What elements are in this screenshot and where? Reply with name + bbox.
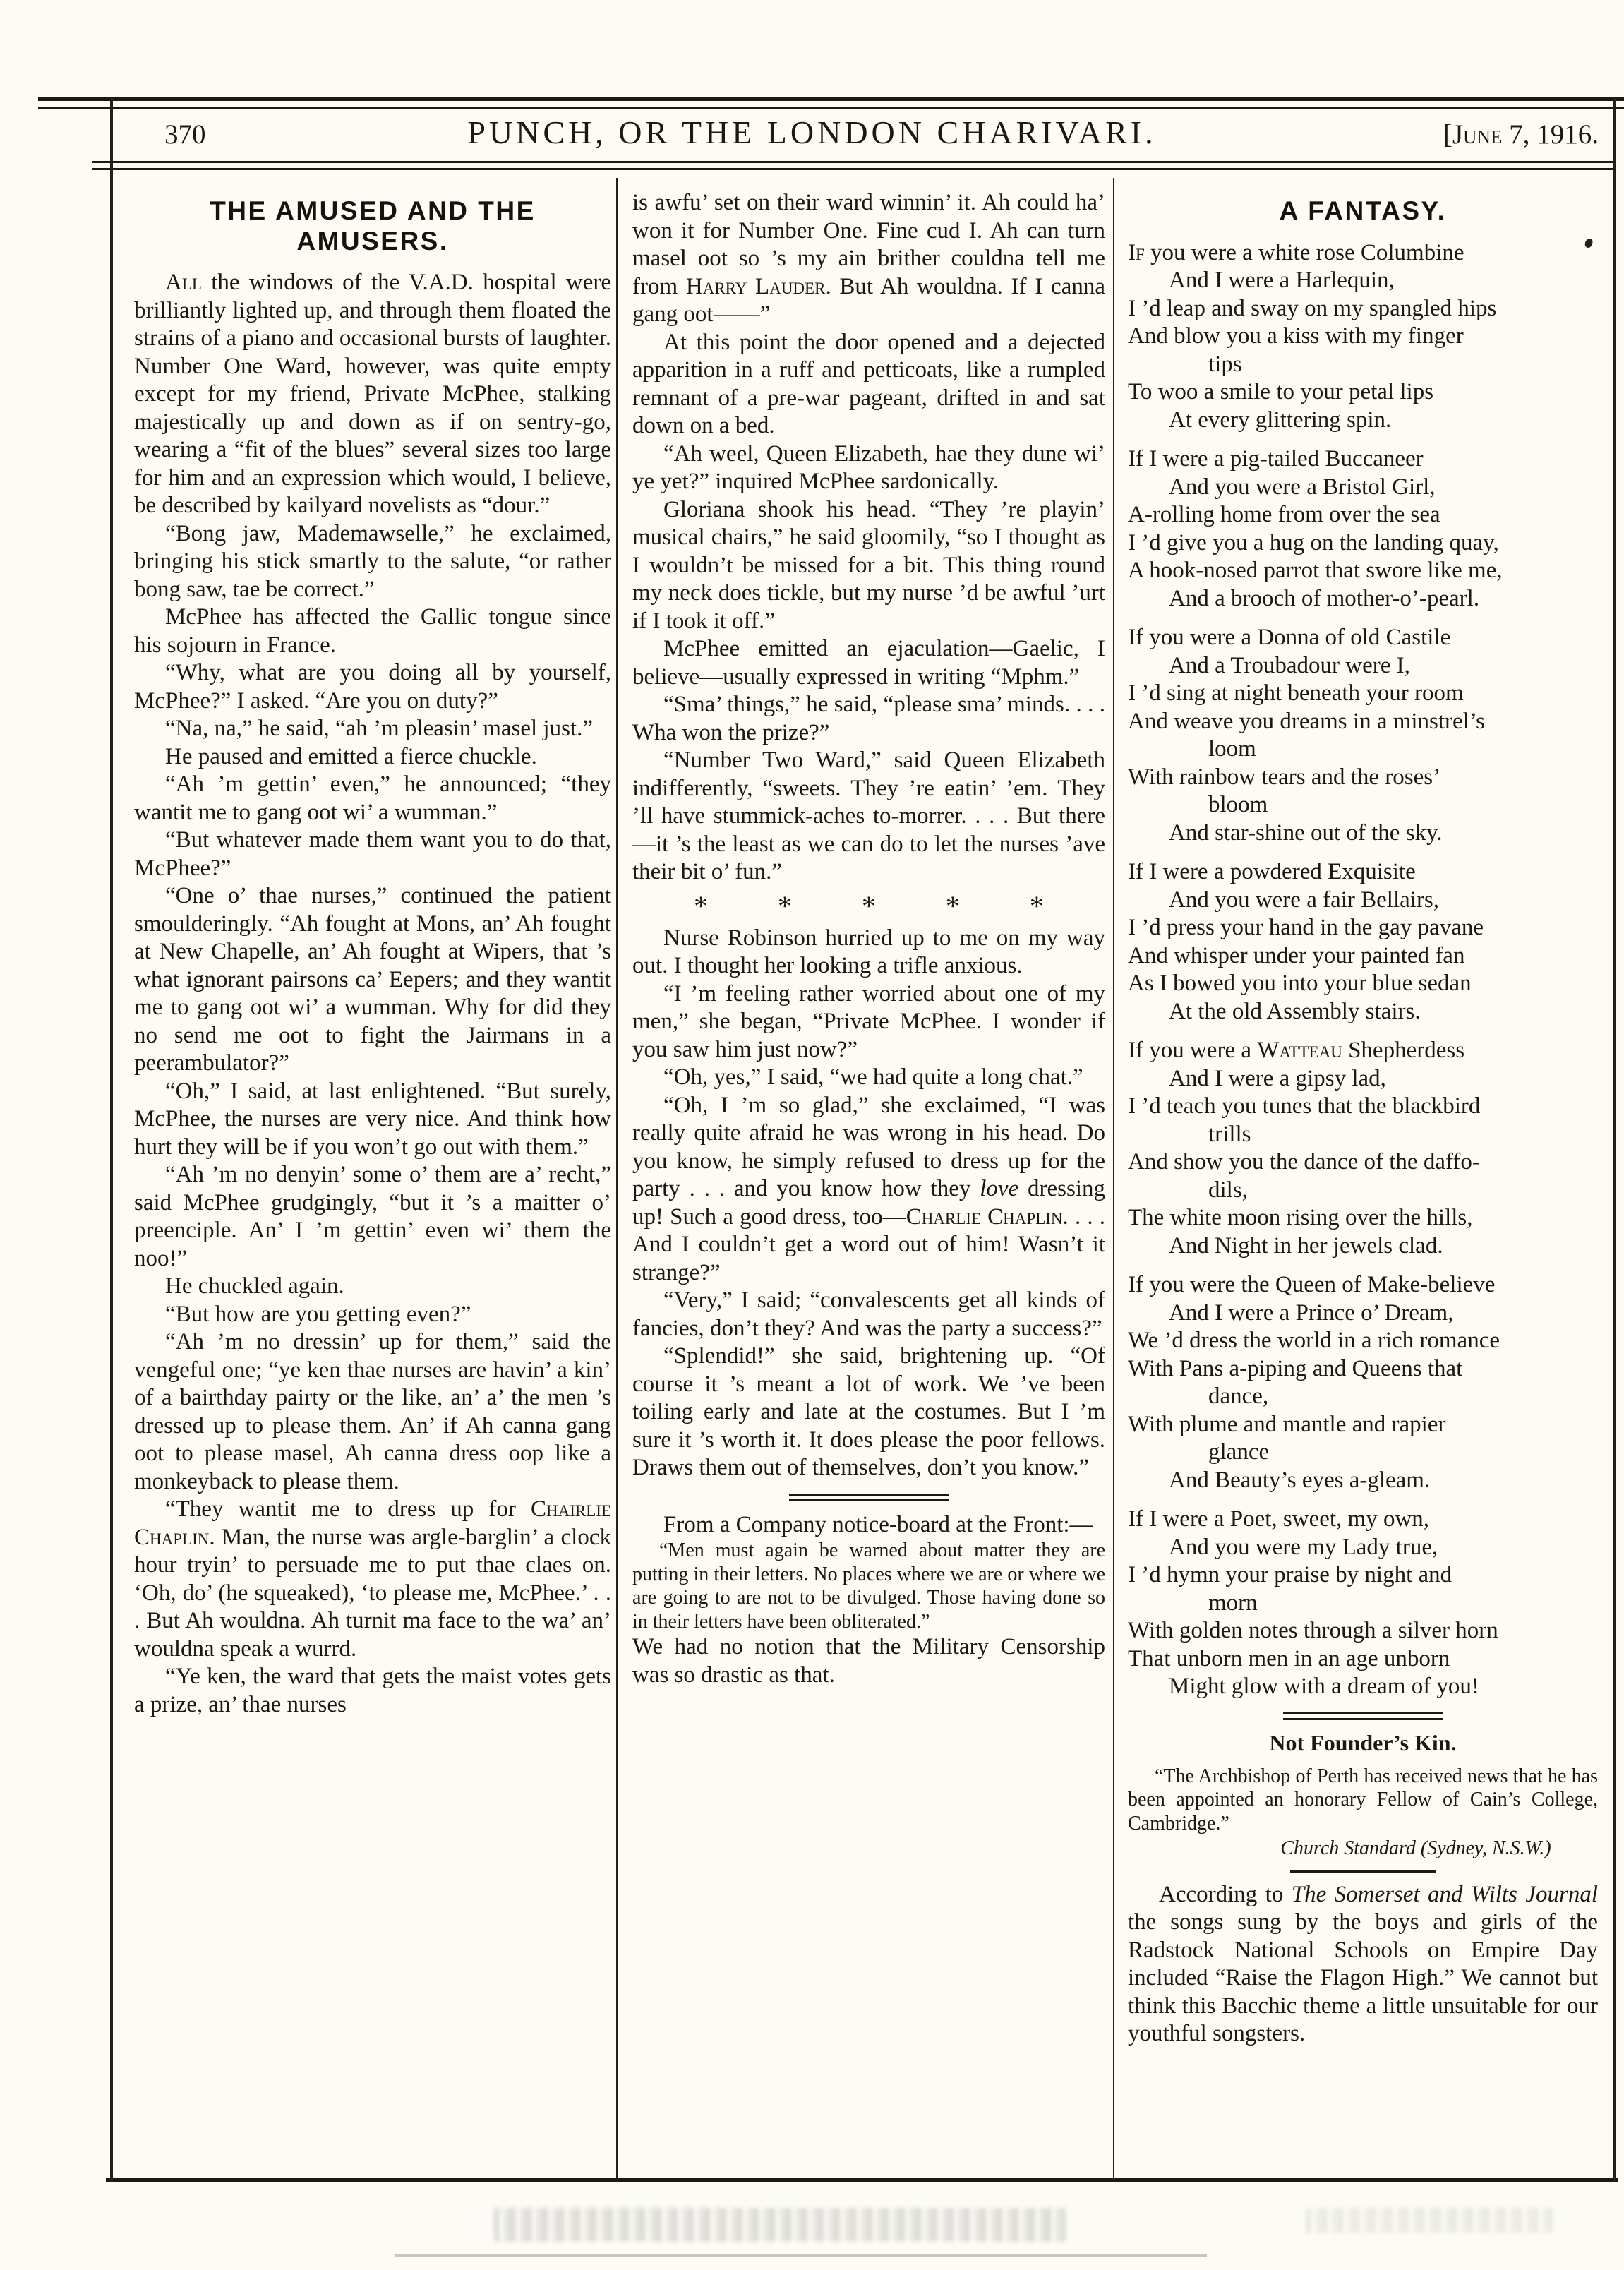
text-segment: And star-shine out of the sky. [1169,819,1443,846]
paragraph [632,1287,1105,1343]
text-segment: I ’d teach you tunes that the blackbird [1128,1093,1481,1119]
text-segment: THE AMUSED AND THE AMUSERS. [210,196,536,256]
text-segment: “Number Two Ward,” said Queen Elizabeth indifferently, “sweets. They ’re eatin’ ’em. They ’ll have stummick-aches to-morrer. . . . But there—it ’s the least as we can do to let the nurses ’ave their bit o’ fun.” [632,747,1105,884]
paragraph [134,715,611,743]
text-segment: And whisper under your painted fan [1128,942,1465,968]
poem-stanza [1128,858,1598,1026]
bottom-border-rule [106,2178,1618,2182]
text-segment: With plume and mantle and rapier [1128,1411,1446,1437]
paragraph [632,1064,1105,1092]
poem-line [1128,1590,1598,1618]
paragraph [632,329,1105,440]
poem-line [1128,1232,1598,1261]
poem-line [1128,445,1598,474]
poem-line [1128,295,1598,323]
attribution [1128,1837,1598,1861]
paragraph [134,771,611,827]
text-segment: you were a white rose Columbine [1144,239,1464,265]
text-segment: the windows of the V.A.D. hospital were brilliantly lighted up, and through them floated the strains of a piano and occasional bursts of laughter. Number One Ward, however, was quite empty except for my friend, Private McPhee, stalking majestically up and down as if on sentry-go, wearing a “fit of the blues” several sizes too large for him and an expression which would, I believe, be described by kailyard novelists as “dour.” [134,270,611,519]
poem-line [1128,1148,1598,1177]
text-segment: He chuckled again. [165,1273,344,1299]
paragraph [134,1078,611,1162]
text-segment: With rainbow tears and the roses’ [1128,764,1441,790]
text-segment: If you were a Donna of old Castile [1128,625,1451,651]
text-segment: “Ah weel, Queen Elizabeth, hae they dune wi’ ye yet?” inquired McPhee sardonically. [632,440,1105,494]
paragraph [134,1301,611,1329]
bleed-through-smudge [494,2208,1066,2242]
paragraph [134,1663,611,1719]
text-segment: If you were the Queen of Make-believe [1128,1272,1496,1298]
poem-line [1128,585,1598,613]
poem-line [1128,407,1598,435]
poem-line [1128,819,1598,848]
text-segment: “They wantit me to dress up for [165,1496,531,1523]
text-segment: And I were a Harlequin, [1169,268,1395,294]
poem-line [1128,1467,1598,1495]
text-segment: If [1128,239,1145,265]
text-segment: The white moon rising over the hills, [1128,1205,1473,1231]
column-2 [632,189,1105,2174]
text-segment: tips [1208,351,1242,377]
small-paragraph [1128,1765,1598,1836]
poem-line [1128,887,1598,915]
text-segment: McPhee has affected the Gallic tongue since his sojourn in France. [134,604,611,658]
text-segment: “Sma’ things,” he said, “please sma’ minds. . . . Wha won the prize?” [632,692,1105,745]
poem-line [1128,942,1598,971]
section-heading [1128,1730,1598,1756]
poem-line [1128,1037,1598,1065]
header-rule-upper [92,161,1616,163]
small-paragraph [632,1539,1105,1633]
issue-date: [June 7, 1916. [1443,119,1599,150]
poem-stanza [1128,1271,1598,1494]
paragraph [632,925,1105,980]
poem-line [1128,1411,1598,1439]
text-segment: At every glittering spin. [1169,407,1392,433]
text-segment: “One o’ thae nurses,” continued the patient smoulderingly. “Ah fought at Mons, an’ Ah fought at New Chapelle, an’ Ah fought at Wipers, that ’s what ignorant pairsons ca’ Eepers; and they wantit me to gang oot wi’ a wumman. Why for did they no send me oot to fight the Jairmans in a peerambulator?” [134,883,611,1076]
paragraph [134,827,611,882]
text-segment: “Very,” I said; “convalescents get all kinds of fancies, don’t they? And was the party a success?” [632,1287,1105,1341]
text-segment: The Somerset and Wilts Journal [1291,1881,1598,1907]
paragraph [632,189,1105,329]
text-segment: . . . . And I couldn’t get a word out of him! Wasn’t it strange?” [632,1203,1105,1285]
bleed-through-smudge [1306,2208,1553,2233]
text-segment: “Oh,” I said, at last enlightened. “But surely, McPhee, the nurses are very nice. And think how hurt they will be if you won’t go out with them.” [134,1078,611,1160]
text-segment: I ’d hymn your praise by night and [1128,1562,1452,1588]
asterisk: * [861,889,876,922]
column-rule-1 [616,178,618,2178]
article-title [134,196,611,256]
paragraph [632,635,1105,691]
text-segment: “The Archbishop of Perth has received news that he has been appointed an honorary Fellow of Cain’s College, Cambridge.” [1128,1765,1598,1834]
poem-line [1128,1645,1598,1674]
text-segment: “But whatever made them want you to do that, McPhee?” [134,827,611,881]
paragraph [632,747,1105,887]
text-segment: And Beauty’s eyes a-gleam. [1169,1467,1431,1493]
text-segment: is awfu’ set on their ward winnin’ it. Ah could ha’ won it for Number One. Fine cud I. Ah can turn masel oot so ’s my ain brither couldna tell me from [632,190,1105,299]
poem-line [1128,378,1598,407]
text-segment: And I were a gipsy lad, [1169,1065,1386,1091]
text-segment: I ’d leap and sway on my spangled hips [1128,295,1497,321]
text-segment: Harry Lauder [685,273,826,299]
text-segment: I ’d press your hand in the gay pavane [1128,915,1484,941]
paragraph [632,691,1105,747]
text-segment: “Ah ’m no denyin’ some o’ them are a’ recht,” said McPhee grudgingly, “but it ’s a maitter o’ preenciple. An’ I ’m gettin’ even wi’ them the noo!” [134,1162,611,1271]
text-segment: And Night in her jewels clad. [1169,1232,1443,1259]
text-segment: And a Troubadour were I, [1169,652,1410,678]
text-segment: And blow you a kiss with my finger [1128,323,1464,349]
text-segment: . But Ah wouldna. If I canna gang oot——” [632,273,1105,327]
text-segment: dils, [1208,1177,1248,1203]
text-segment: Charlie Chaplin [906,1203,1063,1230]
text-segment: All [165,270,202,296]
asterisk: * [945,889,960,922]
poem-line [1128,1506,1598,1534]
text-segment: From a Company notice-board at the Front:— [663,1511,1093,1537]
publication-title: PUNCH, OR THE LONDON CHARIVARI. [467,114,1157,150]
text-segment: bloom [1208,792,1268,818]
paragraph [134,269,611,520]
paragraph [632,1511,1105,1539]
poem-line [1128,557,1598,585]
text-segment: “Splendid!” she said, brightening up. “Of course it ’s meant a lot of work. We ’ve been toiling early and late at the costumes. But I ’m sure it ’s worth it. It does please the poor fellows. Draws them out of themselves, don’t you know.” [632,1343,1105,1480]
text-segment: And you were a Bristol Girl, [1169,474,1436,500]
poem-line [1128,791,1598,819]
double-rule-divider [1283,1712,1443,1720]
text-segment: If I were a Poet, sweet, my own, [1128,1506,1430,1532]
column-1 [134,189,611,2174]
poem-line [1128,1534,1598,1562]
text-segment: trills [1208,1121,1251,1147]
text-segment: That unborn men in an age unborn [1128,1645,1450,1671]
paragraph [134,743,611,771]
poem-line [1128,1383,1598,1411]
poem-line [1128,1093,1598,1121]
text-segment: Gloriana shook his head. “They ’re playin’ musical chairs,” he said gloomily, “so I thought as I wouldn’t be missed for a bit. This thing round my neck does tickle, but my nurse ’d be awful ’urt if I took it off.” [632,496,1105,634]
text-segment: And you were a fair Bellairs, [1169,887,1440,913]
column-rule-2 [1113,178,1114,2178]
text-segment: “I ’m feeling rather worried about one of my men,” she began, “Private McPhee. I wonder if you saw him just now?” [632,980,1105,1062]
poem-line [1128,624,1598,652]
poem-line [1128,735,1598,764]
text-segment: Shepherdess [1342,1038,1465,1064]
paragraph [632,496,1105,636]
text-segment: With golden notes through a silver horn [1128,1618,1498,1644]
text-segment: A-rolling home from over the sea [1128,502,1440,528]
text-segment: “Na, na,” he said, “ah ’m pleasin’ masel just.” [165,716,593,742]
text-segment: Might glow with a dream of you! [1169,1674,1479,1700]
text-segment: the songs sung by the boys and girls of the Radstock National Schools on Empire Day included “Raise the Flagon High.” We cannot but think this Bacchic theme a little unsuitable for our youthful songsters. [1128,1909,1598,2047]
text-segment: And show you the dance of the daffo- [1128,1149,1480,1175]
page-number: 370 [164,119,206,150]
poem-line [1128,239,1598,268]
poem-line [1128,267,1598,295]
bleed-through-rule [395,2254,1207,2257]
text-segment: Church Standard (Sydney, N.S.W.) [1280,1837,1551,1860]
text-segment: morn [1208,1590,1258,1616]
text-segment: “Bong jaw, Mademawselle,” he exclaimed, bringing his stick smartly to the salute, “or rather bong saw, tae be correct.” [134,520,611,602]
paragraph [632,980,1105,1064]
paragraph [134,1161,611,1273]
text-segment: According to [1159,1881,1292,1907]
poem-line [1128,1121,1598,1149]
text-segment: We had no notion that the Military Censorship was so drastic as that. [632,1634,1105,1688]
text-segment: Nurse Robinson hurried up to me on my way out. I thought her looking a trifle anxious. [632,925,1105,978]
paragraph [134,659,611,715]
left-frame-rule [110,97,113,2182]
paragraph [134,603,611,659]
single-rule-divider [1290,1870,1436,1873]
poem-line [1128,914,1598,942]
text-segment: Chairlie Chaplin [134,1496,611,1550]
poem-line [1128,1617,1598,1645]
text-segment: “Men must again be warned about matter they are putting in their letters. No places where we are or where we are going to are not to be divulged. Those having done so in their letters have been obliterated.” [632,1539,1105,1633]
text-segment: “But how are you getting even?” [165,1301,471,1327]
text-segment: glance [1208,1439,1270,1465]
text-segment: And weave you dreams in a minstrel’s [1128,708,1485,734]
text-segment: At the old Assembly stairs. [1169,998,1421,1024]
asterisk: * [694,889,709,922]
text-segment: As I bowed you into your blue sedan [1128,971,1472,997]
text-segment: “Ah ’m no dressin’ up for them,” said the vengeful one; “ye ken thae nurses are havin’ a kin’ of a bairthday pairty or the like, an’ a’ the men ’s dressed up to please them. An’ if Ah canna gang oot to please masel, Ah canna dress oop like a monkeyback to please them. [134,1329,611,1494]
text-segment: loom [1208,736,1256,762]
poem-line [1128,708,1598,736]
text-segment: With Pans a-piping and Queens that [1128,1355,1463,1381]
poem-line [1128,1271,1598,1299]
asterisk: * [1029,889,1044,922]
text-segment: “Ye ken, the ward that gets the maist votes gets a prize, an’ thae nurses [134,1664,611,1717]
text-segment: McPhee emitted an ejaculation—Gaelic, I believe—usually expressed in writing “Mphm.” [632,636,1105,690]
text-segment: Not Founder’s Kin. [1269,1729,1457,1755]
poem-line [1128,1673,1598,1701]
text-segment: At this point the door opened and a dejected apparition in a ruff and petticoats, like a rumpled remnant of a pre-war pageant, drifted in and sat down on a bed. [632,329,1105,438]
paragraph [632,1633,1105,1689]
top-border-rule-inner [38,107,1624,109]
text-segment: And I were a Prince o’ Dream, [1169,1299,1454,1326]
poem-line [1128,323,1598,351]
paragraph [134,520,611,604]
paragraph [632,440,1105,496]
text-segment: If I were a powdered Exquisite [1128,859,1416,885]
poem-line [1128,1299,1598,1328]
text-segment: I ’d sing at night beneath your room [1128,680,1464,707]
poem-line [1128,1065,1598,1093]
poem-line [1128,1327,1598,1355]
text-segment: He paused and emitted a fierce chuckle. [165,743,537,769]
text-segment: “Oh, yes,” I said, “we had quite a long chat.” [663,1064,1083,1090]
poem-stanza [1128,239,1598,435]
text-segment: . Man, the nurse was argle-barglin’ a clock hour tryin’ to persuade me to put thae claes on. ‘Oh, do’ (he squeaked), ‘to please me, McPhee.’ . . . But Ah wouldna. Ah turnit ma face to the wa’ an’ wouldna speak a wurrd. [134,1524,611,1662]
text-segment: I ’d give you a hug on the landing quay, [1128,529,1499,556]
poem-stanza [1128,1506,1598,1701]
paragraph [632,1092,1105,1287]
header-rule-lower [92,168,1616,170]
poem-line [1128,1561,1598,1590]
paragraph [1128,1881,1598,2048]
poem-line [1128,529,1598,558]
poem-line [1128,1355,1598,1383]
text-segment: We ’d dress the world in a rich romance [1128,1328,1500,1354]
top-border-rule-outer [38,97,1624,101]
right-frame-rule [1613,97,1616,2182]
text-segment: Watteau [1257,1038,1342,1064]
poem-stanza [1128,445,1598,613]
poem-stanza [1128,624,1598,847]
text-segment: “Ah ’m gettin’ even,” he announced; “they wantit me to gang oot wi’ a wumman.” [134,771,611,825]
poem-line [1128,501,1598,529]
asterisk-divider [694,889,1044,922]
text-segment: To woo a smile to your petal lips [1128,379,1434,405]
text-segment: A hook-nosed parrot that swore like me, [1128,558,1503,584]
poem-stanza [1128,1037,1598,1260]
text-segment: If I were a pig-tailed Buccaneer [1128,446,1424,472]
poem-line [1128,858,1598,887]
text-segment: “Oh, I ’m so glad,” she exclaimed, “I was really quite afraid he was wrong in his head. Do you know, he simply refused to dress up for the party . . . and you know how they [632,1092,1105,1201]
paragraph [134,882,611,1078]
text-segment: dressing up! Such a good dress, too— [632,1176,1105,1230]
text-segment: “Why, what are you doing all by yourself, McPhee?” I asked. “Are you on duty?” [134,660,611,714]
poem-line [1128,652,1598,680]
text-segment: And you were my Lady true, [1169,1534,1438,1560]
poem-line [1128,998,1598,1026]
poem-line [1128,970,1598,998]
article-title [1128,196,1598,227]
poem-line [1128,680,1598,708]
poem-line [1128,351,1598,379]
paragraph [632,1343,1105,1482]
poem-line [1128,764,1598,792]
asterisk: * [778,889,793,922]
text-segment: If you were a [1128,1038,1258,1064]
poem-line [1128,1204,1598,1232]
poem-line [1128,1177,1598,1205]
poem-line [1128,474,1598,502]
poem-line [1128,1439,1598,1467]
text-segment: And a brooch of mother-o’-pearl. [1169,585,1480,611]
double-rule-divider [789,1494,949,1501]
column-3 [1128,189,1598,2174]
paragraph [134,1328,611,1496]
text-segment: love [980,1176,1019,1201]
text-segment: dance, [1208,1383,1269,1410]
text-segment: A FANTASY. [1279,196,1447,225]
paragraph [134,1273,611,1301]
paragraph [134,1496,611,1663]
